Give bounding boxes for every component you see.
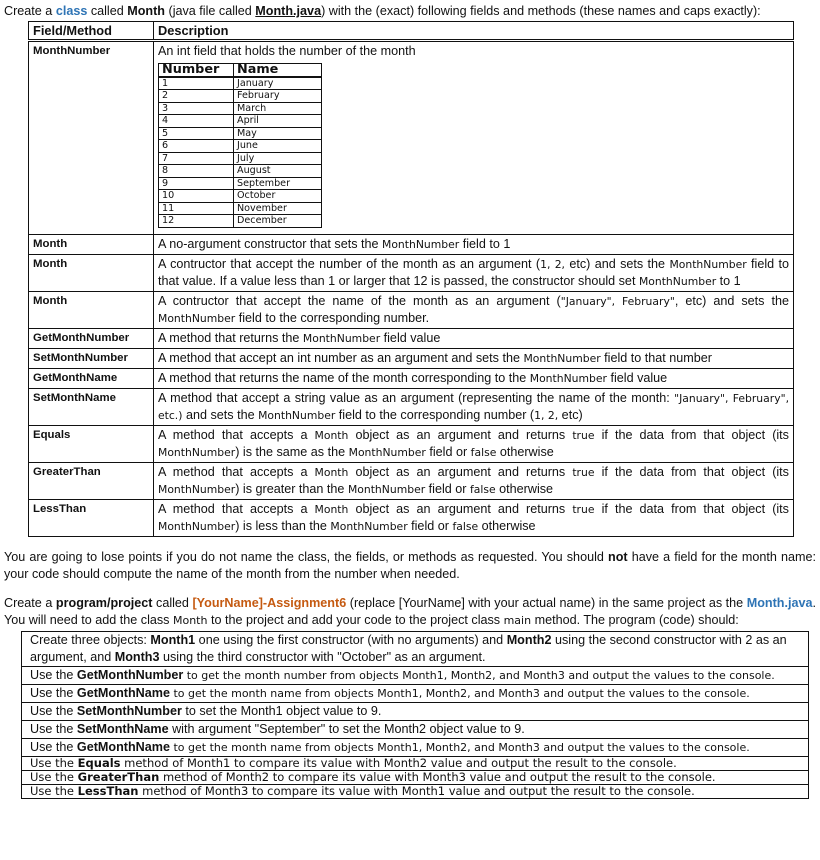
code-term: true	[572, 465, 595, 479]
step-text: to get the month name from objects Month1, Month2, and Month3 and output the values to the console.	[169, 740, 750, 754]
field-description	[154, 462, 794, 499]
description-text: field or	[425, 481, 470, 496]
months-table	[158, 63, 322, 228]
code-term: Month	[314, 465, 349, 479]
month-row	[159, 90, 322, 103]
description-text: ) is greater than the	[235, 481, 348, 496]
code-term: MonthNumber	[158, 482, 236, 496]
month-number: 12	[159, 215, 234, 228]
step-text: Use the	[30, 721, 77, 736]
method-name: GetMonthNumber	[76, 667, 184, 682]
description-text: field or	[407, 518, 453, 533]
spacer	[4, 583, 816, 595]
step-text: with argument "September" to set the Month2 object value to 9.	[168, 721, 525, 736]
step-row	[22, 720, 809, 738]
warning-paragraph	[4, 549, 816, 583]
description-text: field to the corresponding number (	[335, 407, 535, 422]
month-name: April	[234, 115, 322, 128]
code-term: main	[503, 613, 532, 627]
code-term: MonthNumber	[158, 445, 236, 459]
warning-text: You are going to lose points if you do not name the class, the fields, or methods as requested. You should	[4, 549, 608, 564]
month-number: 2	[159, 90, 234, 103]
step-cell	[22, 684, 809, 702]
step-text: using the third constructor with "October" as an argument.	[159, 649, 486, 664]
spacer	[4, 537, 816, 549]
month-name: December	[234, 215, 322, 228]
description-text: field value	[380, 330, 441, 345]
code-term: MonthNumber	[158, 311, 236, 325]
description-text: etc)	[558, 407, 583, 422]
field-name: LessThan	[29, 499, 154, 536]
intro-paragraph	[4, 3, 816, 20]
field-description	[154, 388, 794, 425]
description-text: if the data from that object (its	[594, 464, 789, 479]
field-name: SetMonthNumber	[29, 348, 154, 368]
month-name: July	[234, 152, 322, 165]
table-row	[29, 291, 794, 328]
warning-text: have a field for the month name: your code should compute the name of the month from the number when needed.	[4, 549, 816, 581]
program-text: Create a	[4, 595, 56, 610]
step-text: Use the	[30, 703, 77, 718]
field-description	[154, 41, 794, 235]
code-term: Month	[172, 613, 208, 627]
program-text: (replace [YourName] with your actual name) in the same project as the	[346, 595, 747, 610]
code-term: false	[452, 519, 479, 533]
steps-table	[21, 631, 809, 799]
field-name: GetMonthName	[29, 368, 154, 388]
step-cell	[22, 784, 809, 798]
description-text: object as an argument and returns	[348, 427, 573, 442]
month-row	[159, 152, 322, 165]
field-description	[154, 291, 794, 328]
step-row	[22, 631, 809, 666]
step-text: Use the	[30, 769, 78, 784]
step-row	[22, 684, 809, 702]
step-text: to get the month name from objects Month1, Month2, and Month3 and output the values to the console.	[169, 686, 750, 700]
field-name: Equals	[29, 425, 154, 462]
step-row	[22, 784, 809, 798]
field-name: Month	[29, 234, 154, 254]
description-text: A contructor that accept the number of the month as an argument (	[158, 256, 541, 271]
table-row	[29, 254, 794, 291]
table-row	[29, 462, 794, 499]
code-term: MonthNumber	[523, 351, 601, 365]
project-name: [YourName]-Assignment6	[192, 595, 347, 610]
month-row	[159, 202, 322, 215]
step-text: to get the month number from objects Month1, Month2, and Month3 and output the values to the console.	[183, 668, 775, 682]
program-text: to the project and add your code to the project class	[207, 612, 504, 627]
intro-text: (java file called	[165, 4, 256, 18]
description-text: field value	[606, 370, 668, 385]
month-name: August	[234, 165, 322, 178]
emphasis-not: not	[608, 549, 628, 564]
method-name: LessThan	[77, 783, 139, 798]
description-text: if the data from that object (its	[594, 427, 789, 442]
month-number: 7	[159, 152, 234, 165]
code-term: MonthNumber	[382, 237, 460, 251]
description-text: , etc) and sets the	[674, 293, 789, 308]
description-text: A method that returns the name of the month corresponding to the	[158, 370, 530, 385]
step-row	[22, 666, 809, 684]
field-name: GreaterThan	[29, 462, 154, 499]
table-row	[29, 348, 794, 368]
code-term: MonthNumber	[158, 519, 236, 533]
code-term: false	[470, 445, 497, 459]
month-name: February	[234, 90, 322, 103]
step-row	[22, 770, 809, 784]
step-text: one using the first constructor (with no arguments) and	[195, 632, 507, 647]
month-name: October	[234, 190, 322, 203]
code-term: "January", February", etc.)	[158, 391, 789, 422]
months-header-number: Number	[159, 64, 234, 77]
header-field-method: Field/Method	[29, 22, 154, 41]
table-header-row	[29, 22, 794, 41]
month-row	[159, 140, 322, 153]
code-term: 1, 2,	[540, 257, 565, 271]
description-text: field to the corresponding number.	[235, 310, 430, 325]
program-term: program/project	[55, 595, 153, 610]
code-term: true	[572, 428, 595, 442]
step-text: Use the	[30, 755, 78, 770]
step-cell	[22, 631, 809, 666]
description-text: otherwise	[478, 518, 536, 533]
program-text: . You will need to add the class	[4, 595, 817, 627]
step-cell	[22, 702, 809, 720]
description-text: A method that returns the	[158, 330, 303, 345]
description-text: An int field that holds the number of the month	[158, 44, 416, 58]
step-text: Use the	[30, 739, 77, 754]
code-term: false	[469, 482, 496, 496]
step-row	[22, 738, 809, 756]
description-text: A method that accepts a	[158, 427, 315, 442]
description-text: A method that accept an int number as an argument and sets the	[158, 350, 524, 365]
step-cell	[22, 756, 809, 770]
intro-text: ) with the (exact) following fields and methods (these names and caps exactly):	[321, 4, 761, 18]
field-description	[154, 254, 794, 291]
month-name: November	[234, 202, 322, 215]
description-text: A method that accepts a	[158, 501, 315, 516]
month-row	[159, 115, 322, 128]
step-text: method of Month3 to compare its value with Month1 value and output the result to the console.	[138, 783, 695, 798]
description-text: field or	[425, 444, 471, 459]
month-row	[159, 77, 322, 90]
description-text: object as an argument and returns	[348, 464, 573, 479]
step-text: Use the	[30, 783, 78, 798]
code-term: MonthNumber	[347, 482, 426, 496]
field-description	[154, 234, 794, 254]
code-term: MonthNumber	[638, 274, 717, 288]
month-number: 11	[159, 202, 234, 215]
object-name: Month2	[506, 632, 552, 647]
code-term: Month	[314, 502, 349, 516]
program-paragraph	[4, 595, 816, 629]
month-number: 10	[159, 190, 234, 203]
step-row	[22, 702, 809, 720]
description-text: to 1	[716, 273, 741, 288]
step-cell	[22, 666, 809, 684]
step-row	[22, 756, 809, 770]
code-term: true	[572, 502, 595, 516]
month-number: 8	[159, 165, 234, 178]
field-name: SetMonthName	[29, 388, 154, 425]
method-name: SetMonthName	[76, 721, 169, 736]
description-text: A contructor that accept the name of the month as an argument (	[158, 293, 561, 308]
table-row	[29, 499, 794, 536]
month-row	[159, 165, 322, 178]
table-row	[29, 41, 794, 235]
field-name: Month	[29, 291, 154, 328]
method-name: Equals	[77, 755, 121, 770]
step-text: method of Month1 to compare its value with Month2 value and output the result to the console.	[120, 755, 677, 770]
description-text: ) is the same as the	[235, 444, 349, 459]
description-text: field to that number	[600, 350, 712, 365]
method-name: SetMonthNumber	[76, 703, 182, 718]
field-name: GetMonthNumber	[29, 328, 154, 348]
code-term: MonthNumber	[348, 445, 426, 459]
month-name: May	[234, 127, 322, 140]
month-number: 1	[159, 77, 234, 90]
code-term: 1, 2,	[534, 408, 559, 422]
code-term: MonthNumber	[330, 519, 408, 533]
table-row	[29, 388, 794, 425]
method-name: GreaterThan	[77, 769, 160, 784]
step-cell	[22, 720, 809, 738]
field-description	[154, 348, 794, 368]
description-text: field to 1	[459, 236, 511, 251]
description-text: object as an argument and returns	[348, 501, 573, 516]
description-text: ) is less than the	[235, 518, 331, 533]
month-row	[159, 177, 322, 190]
code-term: MonthNumber	[669, 257, 747, 271]
month-row	[159, 127, 322, 140]
code-term: MonthNumber	[258, 408, 336, 422]
description-text: and sets the	[182, 407, 259, 422]
field-description	[154, 499, 794, 536]
month-row	[159, 215, 322, 228]
description-text: A no-argument constructor that sets the	[158, 236, 383, 251]
month-name: January	[234, 77, 322, 90]
program-text: called	[152, 595, 193, 610]
months-header-row	[159, 64, 322, 77]
method-name: GetMonthName	[76, 685, 170, 700]
field-method-table	[28, 21, 794, 537]
object-name: Month3	[114, 649, 160, 664]
description-text: otherwise	[495, 481, 554, 496]
step-text: Create three objects:	[30, 632, 151, 647]
field-description	[154, 425, 794, 462]
file-name: Month.java	[746, 595, 813, 610]
month-number: 5	[159, 127, 234, 140]
code-term: "January", February"	[560, 294, 675, 308]
step-text: method of Month2 to compare its value with Month3 value and output the result to the console.	[159, 769, 716, 784]
step-text: using the second constructor with 2 as an argument, and	[30, 632, 787, 664]
month-row	[159, 102, 322, 115]
step-cell	[22, 738, 809, 756]
field-description	[154, 368, 794, 388]
field-name: MonthNumber	[29, 41, 154, 235]
code-term: MonthNumber	[302, 331, 381, 345]
file-name: Month.java	[255, 4, 322, 18]
month-number: 6	[159, 140, 234, 153]
step-cell	[22, 770, 809, 784]
header-description: Description	[154, 22, 794, 41]
step-text: Use the	[30, 685, 77, 700]
step-text: to set the Month1 object value to 9.	[181, 703, 382, 718]
table-row	[29, 328, 794, 348]
class-keyword: class	[55, 4, 88, 18]
month-number: 9	[159, 177, 234, 190]
month-row	[159, 190, 322, 203]
intro-text: Create a	[4, 4, 56, 18]
month-number: 4	[159, 115, 234, 128]
month-number: 3	[159, 102, 234, 115]
program-text: method. The program (code) should:	[531, 612, 739, 627]
description-text: etc) and sets the	[565, 256, 670, 271]
month-name: March	[234, 102, 322, 115]
description-text: A method that accept a string value as an argument (representing the name of the month:	[158, 390, 675, 405]
code-term: MonthNumber	[529, 371, 607, 385]
code-term: Month	[314, 428, 349, 442]
method-name: GetMonthName	[76, 739, 170, 754]
month-name: September	[234, 177, 322, 190]
field-description	[154, 328, 794, 348]
description-text: field to that value. If a value less than 1 or larger that 12 is passed, the constructor should set	[158, 256, 789, 288]
table-row	[29, 368, 794, 388]
document-page	[4, 0, 816, 799]
intro-text: called	[87, 4, 128, 18]
field-name: Month	[29, 254, 154, 291]
class-name: Month	[127, 4, 165, 18]
object-name: Month1	[150, 632, 196, 647]
table-row	[29, 425, 794, 462]
months-header-name: Name	[234, 64, 322, 77]
description-text: if the data from that object (its	[594, 501, 789, 516]
step-text: Use the	[30, 667, 77, 682]
description-text: A method that accepts a	[158, 464, 315, 479]
month-name: June	[234, 140, 322, 153]
table-row	[29, 234, 794, 254]
description-text: otherwise	[496, 444, 554, 459]
